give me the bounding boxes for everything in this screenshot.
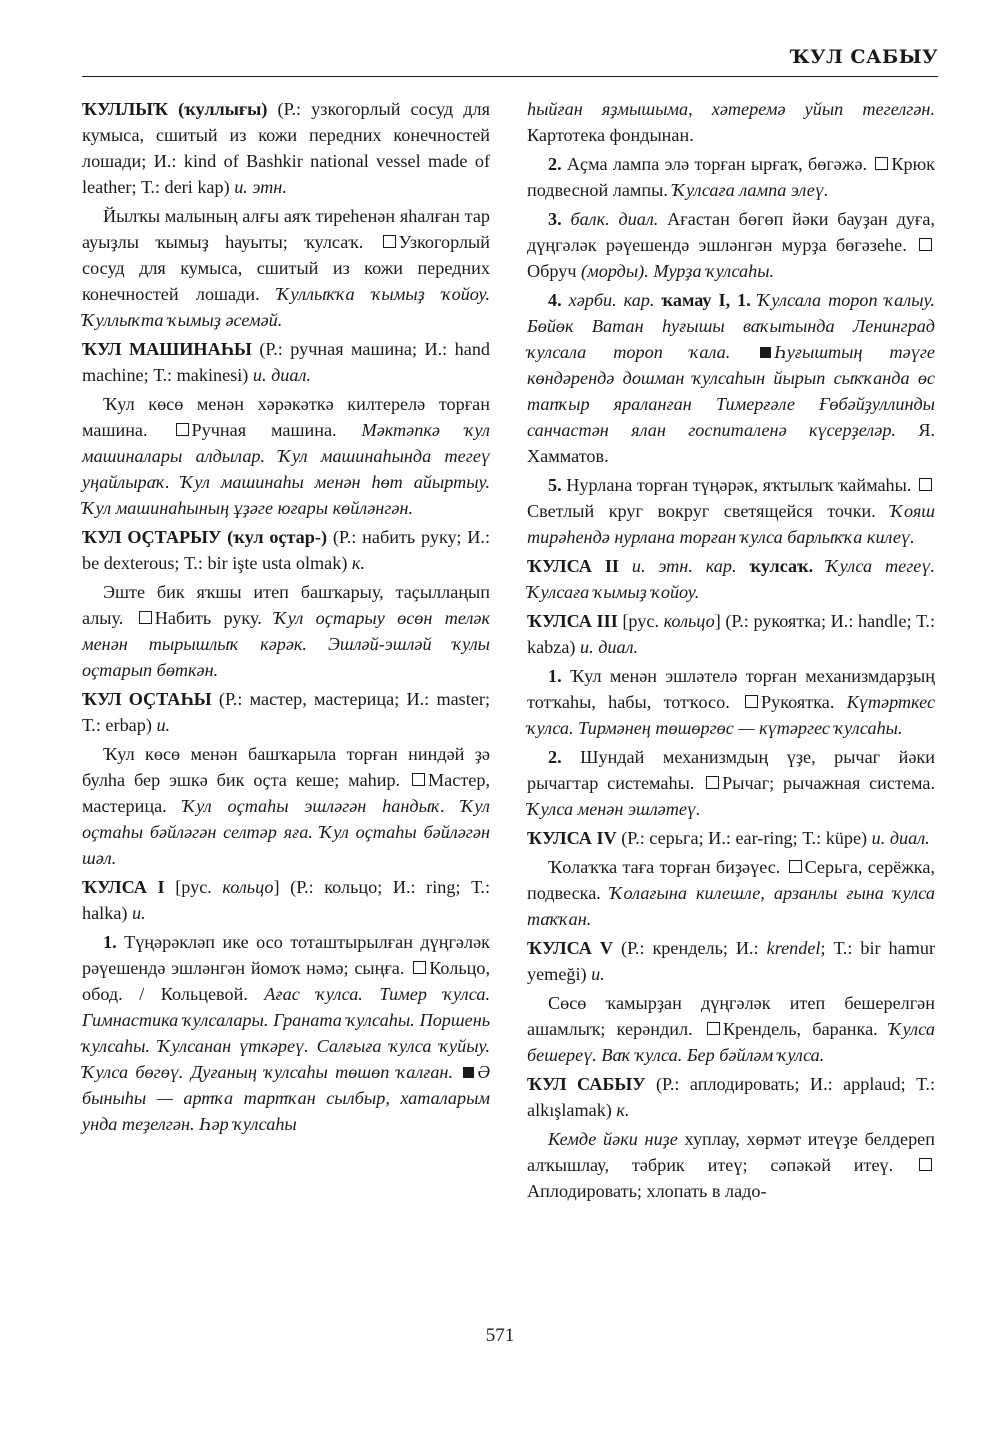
checkbox-square-icon bbox=[707, 1022, 720, 1035]
running-header-title: ҠУЛ САБЫУ bbox=[789, 46, 938, 68]
checkbox-square-icon bbox=[919, 478, 932, 491]
checkbox-square-icon bbox=[706, 776, 719, 789]
right-column bbox=[527, 96, 935, 1207]
headword: ҠУЛ МАШИНАҺЫ bbox=[82, 339, 252, 359]
checkbox-square-icon bbox=[383, 235, 396, 248]
headword: ҠУЛСА III bbox=[527, 611, 618, 631]
sense-2: 2. Шундай механизмдың үҙе, рычаг йәки рычагтар системаһы. Рычаг; рычажная система. Ҡулса менән эшләтеү. bbox=[527, 747, 936, 819]
checkbox-square-icon bbox=[176, 423, 189, 436]
headword: ҠУЛ САБЫУ bbox=[527, 1074, 646, 1094]
entry-kulsa-3: ҠУЛСА III [рус. кольцо] (Р.: рукоятка; И.: handle; Т.: kabza) и. диал. bbox=[527, 611, 935, 657]
checkbox-square-icon bbox=[875, 157, 888, 170]
sense-1: 1. Ҡул менән эшләтелә торған механизмдарҙың тотҡаһы, һабы, тотҡосо. Рукоятка. Күтәрткес ҡулса. Тирмәнең төшөргөс — күтәргес ҡулсаһы. bbox=[527, 666, 936, 738]
definition: Кемде йәки ниҙе хуплау, хөрмәт итеүҙе белдереп алҡышлау, тәбрик итеү; сәпәкәй итеү. Аплодировать; хлопать в ладо- bbox=[527, 1129, 935, 1201]
sense-3: 3. балк. диал. Ағастан бөгөп йәки бауҙан дуға, дүңгәләк рәүешендә эшләнгән мурҙа бөгәзеһе. Обруч (морды). Мурҙа ҡулсаһы. bbox=[527, 209, 935, 281]
checkbox-square-icon bbox=[919, 1158, 932, 1171]
checkbox-square-icon bbox=[745, 695, 758, 708]
headword: ҠУЛ ОҪТАРЫУ (ҡул оҫтар-) bbox=[82, 527, 328, 547]
entry-kul-ostahy: ҠУЛ ОҪТАҺЫ (Р.: мастер, мастерица; И.: master; Т.: erbap) и. bbox=[82, 689, 490, 735]
checkbox-square-icon bbox=[789, 860, 802, 873]
headword: ҠУЛСА IV bbox=[527, 828, 617, 848]
definition: Ҡул көсө менән хәрәкәткә килтерелә торған машина. Ручная машина. Мәктәпкә ҡул машиналары алдылар. Ҡул машинаһында тегеү уңайлыраҡ. Ҡул машинаһы менән һөт айыртыу. Ҡул машинаһының ұҙәге юғары көйләнгән. bbox=[82, 394, 490, 518]
definition: Сөсө ҡамырҙан дүңгәләк итеп бешерелгән ашамлыҡ; керәндил. Крендель, баранка. Ҡулса бешереү. Ваҡ ҡулса. Бер бәйләм ҡулса. bbox=[527, 993, 936, 1065]
entry-kulsa-5: ҠУЛСА V (Р.: крендель; И.: krendel; Т.: bir hamur yemeği) и. bbox=[527, 938, 936, 984]
checkbox-square-icon bbox=[919, 238, 932, 251]
checkbox-square-icon bbox=[139, 611, 152, 624]
continuation: һыйған яҙмышыма, хәтеремә уйып тегелгән. Картотека фондынан. bbox=[527, 99, 935, 145]
entry-kul-sabyu: ҠУЛ САБЫУ (Р.: аплодировать; И.: applaud; Т.: alkışlamak) к. bbox=[527, 1074, 935, 1120]
filled-square-icon bbox=[463, 1067, 474, 1078]
sense-5: 5. Нурлана торған түңәрәк, яҡтылыҡ ҡаймаһы. Светлый круг вокруг светящейся точки. Ҡояш тирәһендә нурлана торған ҡулса барлыҡҡа килеү. bbox=[527, 475, 936, 547]
headword: ҠУЛСА II bbox=[527, 556, 619, 576]
definition: Ҡолаҡҡа таға торған биҙәүес. Серьга, серёжка, подвеска. Ҡолағына килешле, арзанлы ғына ҡулса таҡҡан. bbox=[527, 857, 935, 929]
definition: 1. Түңәрәкләп ике осо тоташтырылған дүңгәләк рәүешендә эшләнгән йомоҡ нәмә; сыңға. Кольцо, обод. / Кольцевой. Ағас ҡулса. Тимер ҡулса. Гимнастика ҡулсалары. Граната ҡулсаһы. Поршень ҡулсаһы. Ҡулсанан үткәреү. Салғыға ҡулса ҡуйыу. Ҡулса бөгөү. Дуғаның ҡулсаһы төшөп ҡалған. Ә быныһы — артҡа тартҡан сылбыр, хаталарым унда теҙелгән. Һәр ҡулсаһы bbox=[82, 932, 491, 1134]
entry-kulsa-4: ҠУЛСА IV (Р.: серьга; И.: ear-ring; Т.: küpe) и. диал. bbox=[527, 828, 930, 848]
definition: Йылҡы малының алғы аяҡ тиреһенән яһалған тар ауыҙлы ҡымыҙ һауыты; ҡулсаҡ. Узкогорлый сосуд для кумыса, сшитый из кожи передних конечностей лошади. Ҡуллыҡҡа ҡымыҙ ҡойоу. Ҡуллыҡта ҡымыҙ әсемәй. bbox=[82, 206, 490, 330]
page-number: 571 bbox=[485, 1325, 515, 1346]
checkbox-square-icon bbox=[413, 961, 426, 974]
entry-kulsa-2: ҠУЛСА II и. этн. кар. ҡулсаҡ. Ҡулса тегеү. Ҡулсаға ҡымыҙ ҡойоу. bbox=[527, 556, 935, 602]
entry-kullyk: ҠУЛЛЫҠ (ҡуллығы) (Р.: узкогорлый сосуд для кумыса, сшитый из кожи передних конечностей лошади; И.: kind of Bashkir national vessel made of leather; Т.: deri kap) и. этн. bbox=[82, 99, 490, 197]
headword: ҠУЛЛЫҠ (ҡуллығы) bbox=[82, 99, 268, 119]
definition: Эште бик яҡшы итеп башҡарыу, таҫыллаңып алыу. Набить руку. Ҡул оҫтарыу өсөн теләк менән тырышлыҡ кәрәк. Эшләй-эшләй ҡулы оҫтарып бөткән. bbox=[82, 582, 490, 680]
filled-square-icon bbox=[760, 347, 771, 358]
headword: ҠУЛСА I bbox=[82, 877, 165, 897]
checkbox-square-icon bbox=[412, 773, 425, 786]
entry-kulsa-1: ҠУЛСА I [рус. кольцо] (Р.: кольцо; И.: ring; Т.: halka) и. bbox=[82, 877, 491, 923]
headword: ҠУЛ ОҪТАҺЫ bbox=[82, 689, 212, 709]
entry-kul-mashinahy: ҠУЛ МАШИНАҺЫ (Р.: ручная машина; И.: hand machine; Т.: makinesi) и. диал. bbox=[82, 339, 491, 385]
headword: ҠУЛСА V bbox=[527, 938, 614, 958]
sense-2: 2. Аҫма лампа элә торған ырғаҡ, бөгәжә. Крюк подвесной лампы. Ҡулсаға лампа элеү. bbox=[527, 154, 935, 200]
running-header bbox=[82, 46, 938, 77]
entry-kul-ostaryu: ҠУЛ ОҪТАРЫУ (ҡул оҫтар-) (Р.: набить руку; И.: be dexterous; Т.: bir işte usta olmak) к. bbox=[82, 527, 491, 573]
definition: Ҡул көсө менән башҡарыла торған ниндәй ҙә булһа бер эшкә бик оҫта кеше; маһир. Мастер, мастерица. Ҡул оҫтаһы эшләгән һандыҡ. Ҡул оҫтаһы бәйләгән селтәр яға. Ҡул оҫтаһы бәйләгән шәл. bbox=[82, 744, 490, 868]
sense-4: 4. хәрби. кар. ҡамау I, 1. Ҡулсала тороп ҡалыу. Бөйөк Ватан һуғышы ваҡытында Ленинград ҡулсала тороп ҡала. Һуғыштың тәүге көндәрендә дошман ҡулсаһын йырып сыҡҡанда өс тапҡыр яраланған Тимерғәле Ғөбәйҙуллинды санчастән ялан госпиталенә күсерҙеләр. Я. Хамматов. bbox=[527, 290, 935, 466]
left-column bbox=[82, 96, 490, 1140]
